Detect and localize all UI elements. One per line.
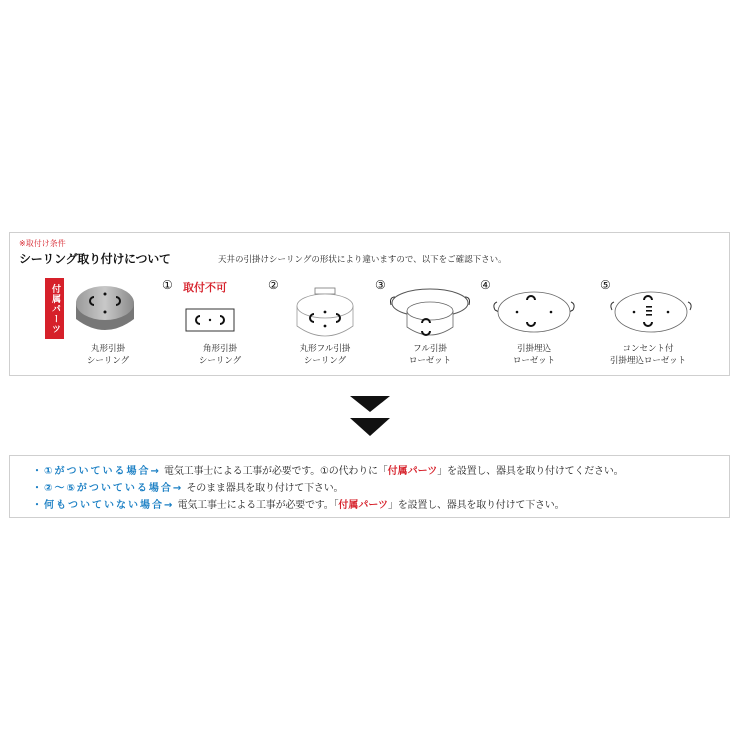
square-ceiling-icon	[185, 308, 245, 338]
item-number: ③	[375, 278, 386, 292]
item-caption: 丸形引掛 シーリング	[86, 344, 130, 366]
item-caption: 引掛埋込 ローゼット	[512, 344, 556, 366]
instruction-lead: ・②～⑤がついている場合→	[32, 483, 184, 494]
embedded-rosette-icon	[489, 288, 579, 338]
instruction-lead: ・何もついていない場合→	[32, 500, 175, 511]
round-full-ceiling-icon	[293, 286, 357, 346]
round-ceiling-icon	[70, 283, 140, 343]
heading-note: 天井の引掛けシーリングの形状により違いますので、以下をご確認下さい。	[218, 255, 507, 265]
item-caption: 丸形フル引掛 シーリング	[299, 344, 351, 366]
item-number: ②	[268, 278, 279, 292]
instruction-line: ・何もついていない場合→ 電気工事士による工事が必要です。「付属パーツ」を設置し、器具を取り付けて下さい。	[32, 500, 565, 511]
instruction-lead: ・①がついている場合→	[32, 466, 161, 477]
panel-heading: シーリング取り付けについて	[19, 252, 171, 266]
item-number: ④	[480, 278, 491, 292]
included-part-badge: 付属パーツ	[45, 278, 64, 339]
item-caption: コンセント付 引掛埋込ローゼット	[609, 344, 687, 366]
outlet-rosette-icon	[606, 288, 696, 338]
not-installable-label: 取付不可	[183, 281, 227, 294]
installation-conditions-panel	[9, 232, 730, 376]
included-part-text: 付属パーツ	[387, 466, 438, 477]
item-number: ①	[162, 278, 173, 292]
instruction-line: ・①がついている場合→ 電気工事士による工事が必要です。①の代わりに「付属パーツ」を設置し、器具を取り付けてください。	[32, 466, 624, 477]
item-number: ⑤	[600, 278, 611, 292]
item-caption: フル引掛 ローゼット	[408, 344, 452, 366]
included-part-text: 付属パーツ	[338, 500, 388, 511]
instructions-box	[9, 455, 730, 518]
double-down-arrow-icon	[350, 396, 390, 438]
item-caption: 角形引掛 シーリング	[198, 344, 242, 366]
full-rosette-icon	[385, 283, 475, 345]
condition-label: ※取付け条件	[19, 239, 66, 248]
instruction-line: ・②～⑤がついている場合→ そのまま器具を取り付けて下さい。	[32, 483, 344, 494]
